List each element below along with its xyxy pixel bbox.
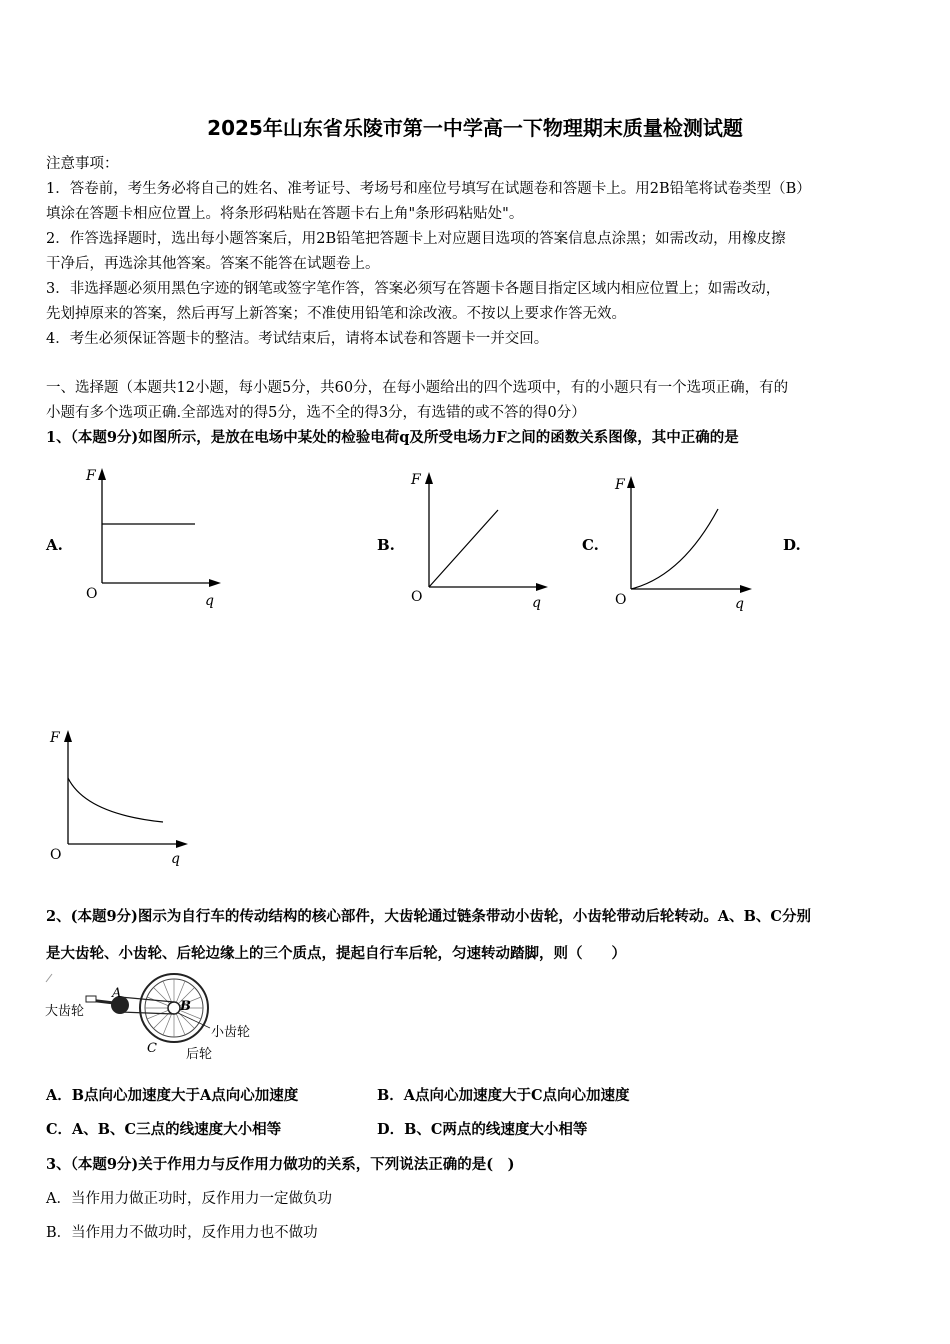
q2-option-c: C．A、B、C三点的线速度大小相等 (46, 1121, 282, 1138)
graph-b (405, 466, 555, 616)
graph-d-x-label: q (171, 851, 180, 867)
label-small-gear: 小齿轮 (211, 1025, 251, 1040)
graph-c-origin: O (615, 592, 627, 608)
graph-b-x-arrow (536, 583, 548, 591)
q2-option-b: B．A点向心加速度大于C点向心加速度 (377, 1087, 630, 1104)
notice-line-1: 1．答卷前，考生务必将自己的姓名、准考证号、考场号和座位号填写在试题卷和答题卡上。用2B铅笔将试卷类型（B） (46, 181, 811, 197)
graph-d-origin: O (50, 847, 62, 863)
q1-option-d-label: D. (783, 536, 801, 554)
graph-d (44, 724, 204, 874)
small-gear (168, 1002, 180, 1014)
label-rear: 后轮 (186, 1047, 213, 1062)
label-c: C (147, 1041, 157, 1056)
graph-c-x-arrow (740, 585, 752, 593)
q1-option-b-label: B. (377, 536, 395, 554)
bicycle-diagram (44, 970, 264, 1062)
section-heading-2: 小题有多个选项正确.全部选对的得5分，选不全的得3分，有选错的或不答的得0分） (46, 405, 586, 421)
graph-a-x-label: q (205, 593, 214, 609)
q1-option-a-label: A. (46, 536, 63, 554)
chain-bottom (120, 1012, 174, 1014)
graph-c-y-arrow (627, 476, 635, 488)
graph-b-y-arrow (425, 472, 433, 484)
label-a: A (112, 986, 122, 1001)
graph-a-x-arrow (209, 579, 221, 587)
q3-option-a: A．当作用力做正功时，反作用力一定做负功 (46, 1191, 332, 1207)
notice-line-4: 干净后，再选涂其他答案。答案不能答在试题卷上。 (46, 256, 380, 272)
pedal (86, 996, 96, 1002)
graph-d-y-label: F (50, 730, 60, 746)
notice-line-5: 3．非选择题必须用黑色字迹的钢笔或签字笔作答，答案必须写在答题卡各题目指定区域内相应位置上；如需改动， (46, 281, 781, 297)
q2-option-d: D．B、C两点的线速度大小相等 (377, 1121, 588, 1138)
section-heading-1: 一、选择题（本题共12小题，每小题5分，共60分，在每小题给出的四个选项中，有的小题只有一个选项正确，有的 (46, 380, 789, 396)
q2-stem-1: 2、(本题9分)图示为自行车的传动结构的核心部件，大齿轮通过链条带动小齿轮，小齿轮带动后轮转动。A、B、C分别 (46, 908, 811, 925)
graph-d-y-arrow (64, 730, 72, 742)
graph-c-y-label: F (615, 477, 625, 493)
graph-b-curve (429, 510, 498, 587)
q2-option-a: A．B点向心加速度大于A点向心加速度 (46, 1087, 299, 1104)
graph-b-y-label: F (411, 472, 421, 488)
graph-c-x-label: q (735, 596, 744, 612)
q1-stem: 1、（本题9分)如图所示，是放在电场中某处的检验电荷q及所受电场力F之间的函数关系图像，其中正确的是 (46, 429, 739, 446)
label-b: B (180, 999, 191, 1014)
q3-stem: 3、（本题9分)关于作用力与反作用力做功的关系，下列说法正确的是( ) (46, 1156, 515, 1173)
graph-c (607, 470, 757, 620)
graph-b-origin: O (411, 589, 423, 605)
notice-line-3: 2．作答选择题时，选出每小题答案后，用2B铅笔把答题卡上对应题目选项的答案信息点涂黑；如需改动，用橡皮擦 (46, 231, 786, 247)
graph-d-curve (68, 778, 163, 822)
label-big-gear: 大齿轮 (45, 1004, 85, 1019)
graph-a-origin: O (86, 586, 98, 602)
notice-line-7: 4．考生必须保证答题卡的整洁。考试结束后，请将本试卷和答题卡一并交回。 (46, 331, 549, 347)
page-title: 2025年山东省乐陵市第一中学高一下物理期末质量检测试题 (207, 116, 743, 140)
graph-b-x-label: q (532, 595, 541, 611)
frame-mark (46, 974, 52, 982)
notice-line-6: 先划掉原来的答案，然后再写上新答案；不准使用铅笔和涂改液。不按以上要求作答无效。 (46, 306, 626, 322)
graph-a-y-arrow (98, 468, 106, 480)
q1-option-c-label: C. (582, 536, 599, 554)
graph-d-x-arrow (176, 840, 188, 848)
q3-option-b: B．当作用力不做功时，反作用力也不做功 (46, 1225, 318, 1241)
graph-c-curve (631, 509, 718, 589)
notice-heading: 注意事项： (46, 156, 119, 172)
graph-a-y-label: F (86, 468, 96, 484)
q2-stem-2: 是大齿轮、小齿轮、后轮边缘上的三个质点，提起自行车后轮，匀速转动踏脚，则（ ） (46, 945, 626, 962)
graph-a (78, 462, 228, 612)
notice-line-2: 填涂在答题卡相应位置上。将条形码粘贴在答题卡右上角"条形码粘贴处"。 (46, 206, 524, 222)
